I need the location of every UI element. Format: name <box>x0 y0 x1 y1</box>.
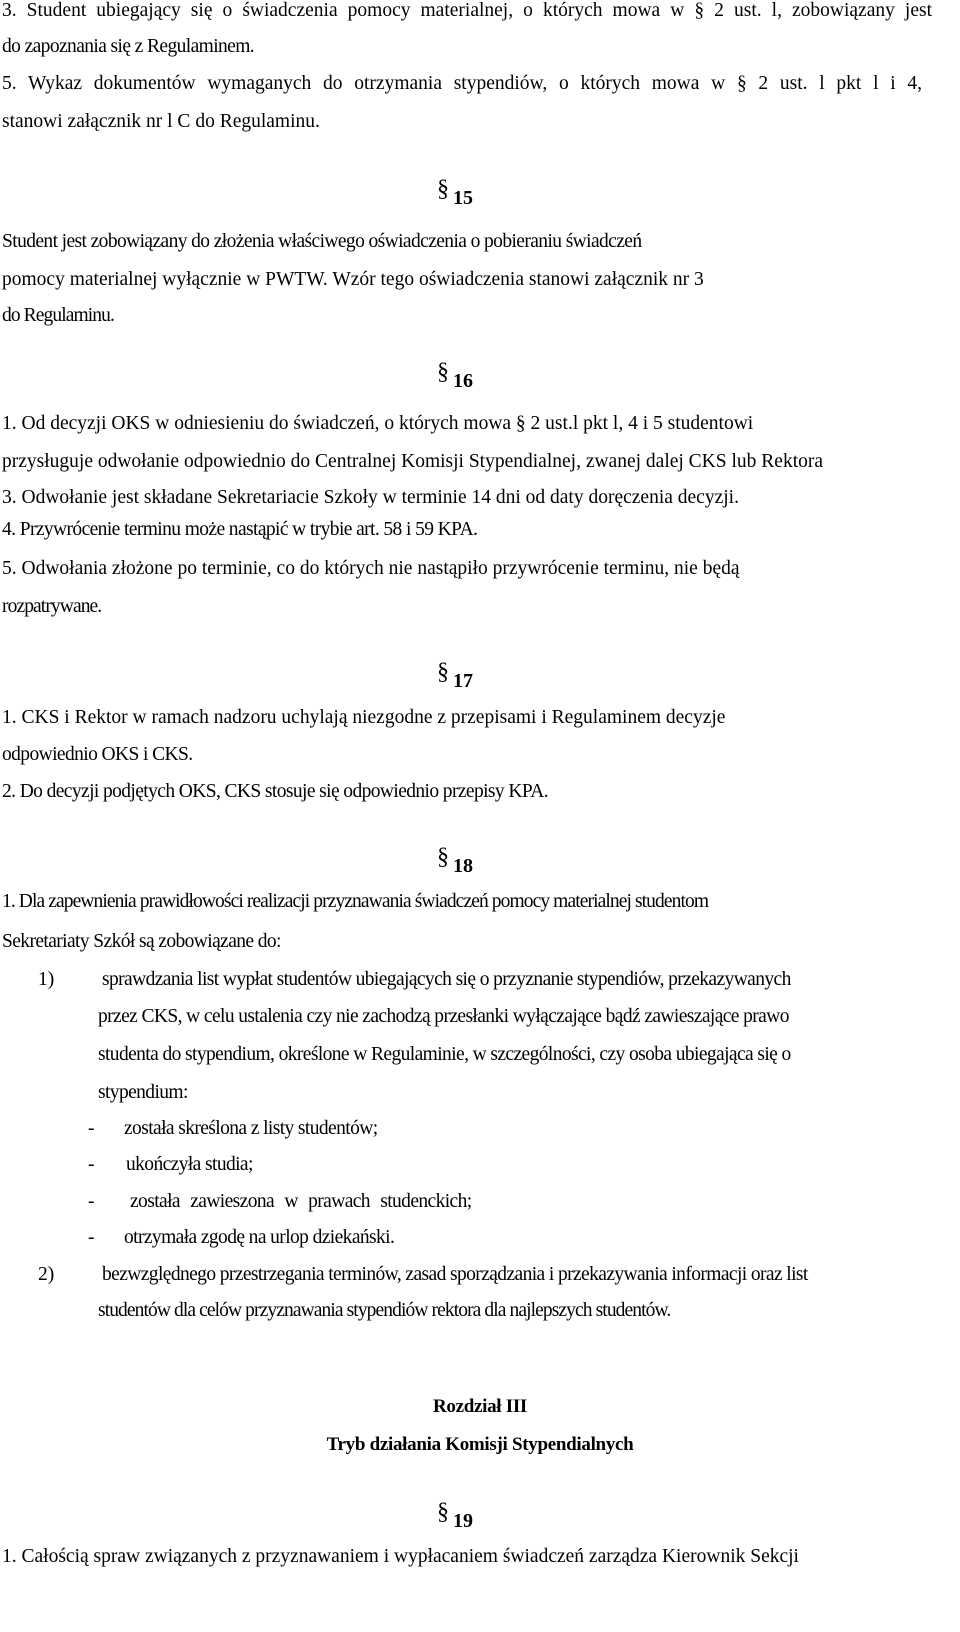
text-line: 1. Całością spraw związanych z przyznawaniem i wypłacaniem świadczeń zarządza Kierownik Sekcji <box>2 1546 799 1567</box>
dash-marker: - <box>88 1118 95 1139</box>
section-sign: § <box>437 176 449 202</box>
section-number: 16 <box>453 370 473 392</box>
dash-marker: - <box>88 1227 95 1248</box>
dash-marker: - <box>88 1191 95 1212</box>
text-line: stypendium: <box>98 1082 188 1103</box>
text-line: odpowiednio OKS i CKS. <box>2 744 193 765</box>
text-line: bezwzględnego przestrzegania terminów, zasad sporządzania i przekazywania informacji oraz list <box>102 1264 808 1285</box>
section-heading-19 <box>437 1499 473 1534</box>
text-line: Student jest zobowiązany do złożenia właściwego oświadczenia o pobieraniu świadczeń <box>2 231 642 252</box>
text-line: stanowi załącznik nr l C do Regulaminu. <box>2 111 320 132</box>
text-line: 2. Do decyzji podjętych OKS, CKS stosuje się odpowiednio przepisy KPA. <box>2 781 549 802</box>
text-line: do zapoznania się z Regulaminem. <box>2 36 255 57</box>
section-number: 15 <box>453 187 473 209</box>
text-line: 5. Odwołania złożone po terminie, co do których nie nastąpiło przywrócenie terminu, nie będą <box>2 558 740 579</box>
text-line: 1. CKS i Rektor w ramach nadzoru uchylają niezgodne z przepisami i Regulaminem decyzje <box>2 707 726 728</box>
text-line: pomocy materialnej wyłącznie w PWTW. Wzór tego oświadczenia stanowi załącznik nr 3 <box>2 269 704 290</box>
list-marker: 2) <box>38 1264 55 1285</box>
section-sign: § <box>437 1499 449 1525</box>
section-sign: § <box>437 359 449 385</box>
chapter-title: Rozdział III <box>432 1396 528 1417</box>
section-heading-15 <box>437 176 473 211</box>
section-heading-17 <box>437 659 473 694</box>
section-number: 17 <box>453 670 473 692</box>
text-line: przysługuje odwołanie odpowiednio do Centralnej Komisji Stypendialnej, zwanej dalej CKS lub Rektora <box>2 451 824 472</box>
text-line: 1. Dla zapewnienia prawidłowości realizacji przyznawania świadczeń pomocy materialnej studentom <box>2 891 709 912</box>
text-line: do Regulaminu. <box>2 305 114 326</box>
section-sign: § <box>437 844 449 870</box>
section-heading-16 <box>437 359 473 394</box>
section-number: 18 <box>453 855 473 877</box>
text-line: Sekretariaty Szkół są zobowiązane do: <box>2 931 281 952</box>
text-line: 5. Wykaz dokumentów wymaganych do otrzymania stypendiów, o których mowa w § 2 ust. l pkt l i 4, <box>2 73 922 94</box>
section-heading-18 <box>437 844 473 879</box>
list-marker: 1) <box>38 969 55 990</box>
text-line: studentów dla celów przyznawania stypendiów rektora dla najlepszych studentów. <box>98 1300 671 1321</box>
list-item: otrzymała zgodę na urlop dziekański. <box>124 1227 395 1248</box>
chapter-subtitle: Tryb działania Komisji Stypendialnych <box>326 1434 634 1455</box>
text-line: 3. Student ubiegający się o świadczenia pomocy materialnej, o których mowa w § 2 ust. l, zobowiązany jest <box>2 0 932 21</box>
section-sign: § <box>437 659 449 685</box>
text-line: przez CKS, w celu ustalenia czy nie zachodzą przesłanki wyłączające bądź zawieszające prawo <box>98 1006 789 1027</box>
text-line: sprawdzania list wypłat studentów ubiegających się o przyznanie stypendiów, przekazywanych <box>102 969 791 990</box>
list-item: została skreślona z listy studentów; <box>124 1118 378 1139</box>
section-number: 19 <box>453 1510 473 1532</box>
dash-marker: - <box>88 1154 95 1175</box>
text-line: 1. Od decyzji OKS w odniesieniu do świadczeń, o których mowa § 2 ust.l pkt l, 4 i 5 studentowi <box>2 413 754 434</box>
list-item: została zawieszona w prawach studenckich; <box>130 1191 472 1212</box>
text-line: rozpatrywane. <box>2 596 102 617</box>
list-item: ukończyła studia; <box>126 1154 253 1175</box>
text-line: studenta do stypendium, określone w Regulaminie, w szczególności, czy osoba ubiegająca się o <box>98 1044 791 1065</box>
text-line: 3. Odwołanie jest składane Sekretariacie Szkoły w terminie 14 dni od daty doręczenia decyzji. <box>2 487 739 508</box>
text-line: 4. Przywrócenie terminu może nastąpić w trybie art. 58 i 59 KPA. <box>2 519 478 540</box>
